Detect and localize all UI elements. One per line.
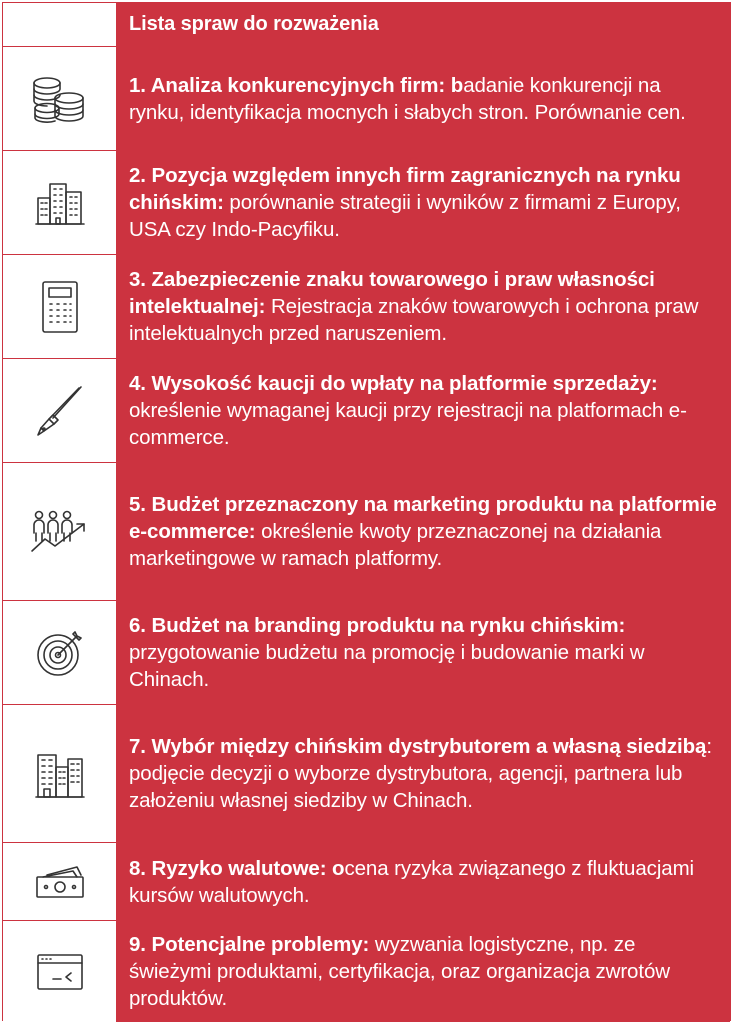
- list-item-7: [3, 705, 730, 843]
- target-icon: [35, 628, 85, 678]
- item-title: 8. Ryzyko walutowe: o: [129, 856, 345, 880]
- list-item-6: [3, 601, 730, 705]
- item-description: cena ryzyka związanego z fluktuacjami kursów walutowych.: [129, 856, 694, 907]
- item-description: określenie kwoty przeznaczonej na działania marketingowe w ramach platformy.: [129, 520, 662, 570]
- header-title: Lista spraw do rozważenia: [117, 3, 730, 46]
- coins-icon: [29, 74, 91, 124]
- list-item-4: [3, 359, 730, 463]
- item-description: porównanie strategii i wyników z firmami z Europy, USA czy Indo-Pacyfiku.: [129, 191, 681, 241]
- header-empty-cell: [3, 3, 117, 46]
- list-item-1: [3, 47, 730, 151]
- item-description: określenie wymaganej kaucji przy rejestracji na platformach e-commerce.: [129, 399, 687, 449]
- item-description: : podjęcie decyzji o wyborze dystrybutora, agencji, partnera lub założeniu własnej siedziby w Chinach.: [129, 735, 712, 812]
- fountain-pen-icon: [35, 384, 85, 438]
- item-title: 1. Analiza konkurencyjnych firm: b: [129, 73, 464, 97]
- item-description: Rejestracja znaków towarowych i ochrona praw intelektualnych przed naruszeniem.: [129, 295, 699, 345]
- list-item-9: [3, 921, 730, 1022]
- checklist-table: [2, 2, 731, 1021]
- banknotes-icon: [33, 865, 87, 899]
- item-description: wyzwania logistyczne, np. ze świeżymi produktami, certyfikacja, oraz organizacja zwrotów produktów.: [129, 933, 670, 1010]
- list-item-2: [3, 151, 730, 255]
- office-buildings-icon: [34, 749, 86, 799]
- item-title: 4. Wysokość kaucji do wpłaty na platformie sprzedaży:: [129, 372, 658, 395]
- item-title: 6. Budżet na branding produktu na rynku chińskim:: [129, 614, 626, 637]
- calculator-icon: [40, 280, 80, 334]
- item-description: przygotowanie budżetu na promocję i budowanie marki w Chinach.: [129, 641, 645, 691]
- item-title: 2. Pozycja względem innych firm zagranicznych na rynku chińskim:: [129, 164, 681, 214]
- header-row: [3, 3, 730, 47]
- item-description: adanie konkurencji na rynku, identyfikacja mocnych i słabych stron. Porównanie cen.: [129, 73, 686, 124]
- list-item-8: [3, 843, 730, 921]
- list-item-5: [3, 463, 730, 601]
- team-growth-icon: [29, 509, 91, 555]
- list-item-3: [3, 255, 730, 359]
- item-title: 3. Zabezpieczenie znaku towarowego i praw własności intelektualnej:: [129, 268, 655, 318]
- item-title: 7. Wybór między chińskim dystrybutorem a własną siedzibą: [129, 735, 707, 758]
- buildings-icon: [34, 180, 86, 226]
- terminal-window-icon: [35, 952, 85, 992]
- item-title: 5. Budżet przeznaczony na marketing produktu na platformie e-commerce:: [129, 493, 717, 543]
- item-title: 9. Potencjalne problemy:: [129, 933, 370, 956]
